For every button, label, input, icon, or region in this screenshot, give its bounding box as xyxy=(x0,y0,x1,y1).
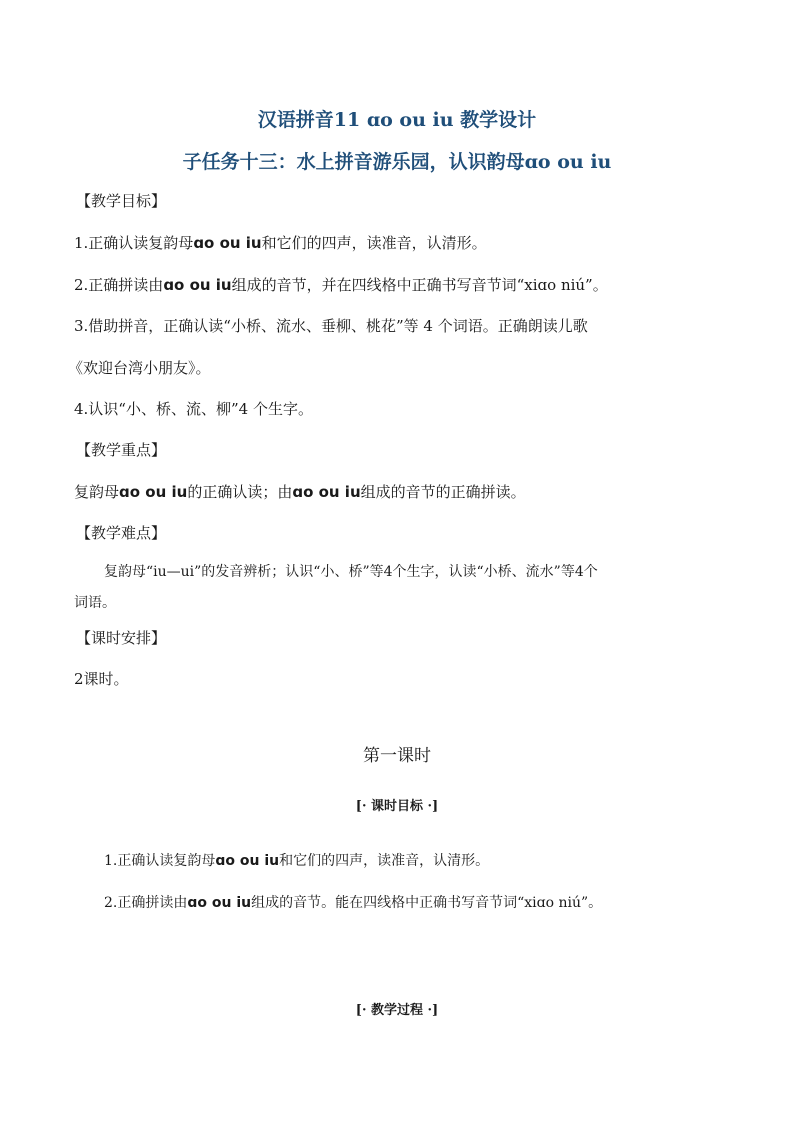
key-points-text xyxy=(74,481,526,502)
lesson-goal-2-prefix: 2.正确拼读由 xyxy=(104,895,188,911)
objective-item-2 xyxy=(74,274,608,295)
objective-1-suffix: 和它们的四声，读准音，认清形。 xyxy=(261,234,487,252)
objectives-heading: 【教学目标】 xyxy=(76,192,167,210)
objective-2-suffix: 组成的音节，并在四线格中正确书写音节词“xiɑo niú”。 xyxy=(231,276,608,294)
difficulties-line-1: 复韵母“iu—ui”的发音辨析；认识“小、桥”等4个生字，认读“小桥、流水”等4个 xyxy=(104,564,598,580)
difficulties-heading: 【教学难点】 xyxy=(76,524,167,542)
lesson-goal-2-pinyin: ɑo ou iu xyxy=(187,895,252,911)
lesson-goal-2 xyxy=(104,892,602,912)
objective-item-1 xyxy=(74,232,487,253)
lesson-goal-2-suffix: 组成的音节。能在四线格中正确书写音节词“xiɑo niú”。 xyxy=(251,895,603,911)
key-points-pinyin-2: ɑo ou iu xyxy=(292,483,361,501)
lesson-goal-1-prefix: 1.正确认读复韵母 xyxy=(104,853,216,869)
document-title: 汉语拼音11 ɑo ou iu 教学设计 xyxy=(257,109,537,131)
objective-1-prefix: 1.正确认读复韵母 xyxy=(74,234,194,252)
objective-item-4: 4.认识“小、桥、流、柳”4 个生字。 xyxy=(74,400,313,418)
objective-item-3-line-2: 《欢迎台湾小朋友》。 xyxy=(68,359,211,377)
key-points-heading: 【教学重点】 xyxy=(76,441,167,459)
document-subtitle: 子任务十三：水上拼音游乐园，认识韵母ɑo ou iu xyxy=(182,151,612,173)
lesson-goal-1 xyxy=(104,850,489,870)
schedule-heading: 【课时安排】 xyxy=(76,629,167,647)
lesson-goal-1-pinyin: ɑo ou iu xyxy=(215,853,280,869)
objective-2-pinyin: ɑo ou iu xyxy=(163,276,232,294)
objective-1-pinyin: ɑo ou iu xyxy=(193,234,262,252)
schedule-text: 2课时。 xyxy=(74,670,129,688)
objective-2-prefix: 2.正确拼读由 xyxy=(74,276,164,294)
lesson-goal-1-suffix: 和它们的四声，读准音，认清形。 xyxy=(279,853,490,869)
objective-item-3-line-1: 3.借助拼音，正确认读“小桥、流水、垂柳、桃花”等 4 个词语。正确朗读儿歌 xyxy=(74,317,588,335)
key-points-pinyin-1: ɑo ou iu xyxy=(119,483,188,501)
difficulties-line-2: 词语。 xyxy=(74,595,116,611)
key-points-prefix: 复韵母 xyxy=(74,483,120,501)
lesson-1-heading: 第一课时 xyxy=(363,746,431,766)
key-points-middle: 的正确认读；由 xyxy=(187,483,293,501)
key-points-suffix: 组成的音节的正确拼读。 xyxy=(360,483,526,501)
lesson-goals-heading: [· 课时目标 ·] xyxy=(355,799,439,814)
teaching-process-heading: [· 教学过程 ·] xyxy=(355,1003,439,1018)
